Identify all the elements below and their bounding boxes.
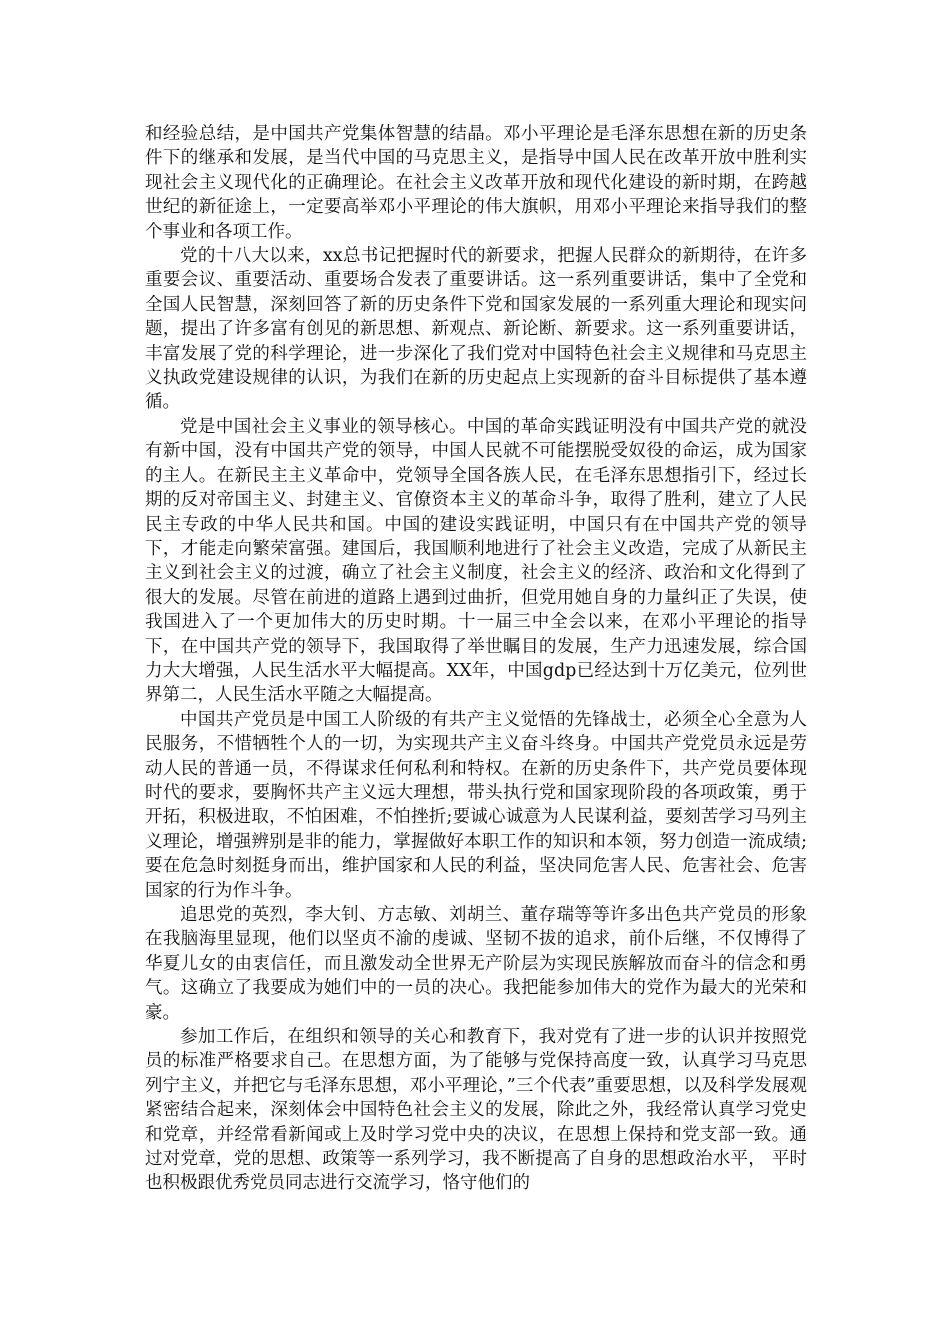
paragraph-1: 和经验总结，是中国共产党集体智慧的结晶。邓小平理论是毛泽东思想在新的历史条件下的继承和发展，是当代中国的马克思主义，是指导中国人民在改革开放中胜利实现社会主义现代化的正确理论。在社会主义改革开放和现代化建设的新时期，在跨越世纪的新征途上，一定要高举邓小平理论的伟大旗帜，用邓小平理论来指导我们的整个事业和各项工作。	[145, 124, 807, 242]
paragraph-4: 中国共产党员是中国工人阶级的有共产主义觉悟的先锋战士，必须全心全意为人民服务，不惜牺牲个人的一切，为实现共产主义奋斗终身。中国共产党党员永远是劳动人民的普通一员，不得谋求任何私利和特权。在新的历史条件下，共产党员要体现时代的要求，要胸怀共产主义远大理想，带头执行党和国家现阶段的各项政策，勇于开拓，积极进取，不怕困难，不怕挫折;要诚心诚意为人民谋利益，要刻苦学习马列主义理论，增强辨别是非的能力，掌握做好本职工作的知识和本领，努力创造一流成绩;要在危急时刻挺身而出，维护国家和人民的利益，坚决同危害人民、危害社会、危害国家的行为作斗争。	[145, 709, 807, 901]
paragraph-2: 党的十八大以来，xx总书记把握时代的新要求，把握人民群众的新期待，在许多重要会议、重要活动、重要场合发表了重要讲话。这一系列重要讲话，集中了全党和全国人民智慧，深刻回答了新的历史条件下党和国家发展的一系列重大理论和现实问题，提出了许多富有创见的新思想、新观点、新论断、新要求。这一系列重要讲话，丰富发展了党的科学理论，进一步深化了我们党对中国特色社会主义规律和马克思主义执政党建设规律的认识，为我们在新的历史起点上实现新的奋斗目标提供了基本遵循。	[145, 246, 807, 413]
paragraph-5: 追思党的英烈，李大钊、方志敏、刘胡兰、董存瑞等等许多出色共产党员的形象在我脑海里显现，他们以坚贞不渝的虔诚、坚韧不拔的追求，前仆后继，不仅博得了华夏儿女的由衷信任，而且激发动全世界无产阶层为实现民族解放而奋斗的信念和勇气。这确立了我要成为她们中的一员的决心。我把能参加伟大的党作为最大的光荣和豪。	[145, 905, 807, 1023]
document-page	[145, 122, 807, 1196]
paragraph-6: 参加工作后，在组织和领导的关心和教育下，我对党有了进一步的认识并按照党员的标准严格要求自己。在思想方面，为了能够与党保持高度一致，认真学习马克思列宁主义，并把它与毛泽东思想，邓小平理论，”三个代表”重要思想，以及科学发展观紧密结合起来，深刻体会中国特色社会主义的发展，除此之外，我经常认真学习党史和党章，并经常看新闻或上及时学习党中央的决议，在思想上保持和党支部一致。通过对党章，党的思想、政策等一系列学习，我不断提高了自身的思想政治水平， 平时也积极跟优秀党员同志进行交流学习，恪守他们的	[145, 1027, 807, 1194]
paragraph-3: 党是中国社会主义事业的领导核心。中国的革命实践证明没有中国共产党的就没有新中国，没有中国共产党的领导，中国人民就不可能摆脱受奴役的命运，成为国家的主人。在新民主主义革命中，党领导全国各族人民，在毛泽东思想指引下，经过长期的反对帝国主义、封建主义、官僚资本主义的革命斗争，取得了胜利，建立了人民民主专政的中华人民共和国。中国的建设实践证明，中国只有在中国共产党的领导下，才能走向繁荣富强。建国后，我国顺利地进行了社会主义改造，完成了从新民主主义到社会主义的过渡，确立了社会主义制度，社会主义的经济、政治和文化得到了很大的发展。尽管在前进的道路上遇到过曲折，但党用她自身的力量纠正了失误，使我国进入了一个更加伟大的历史时期。十一届三中全会以来，在邓小平理论的指导下，在中国共产党的领导下，我国取得了举世瞩目的发展，生产力迅速发展，综合国力大大增强，人民生活水平大幅提高。XX年，中国gdp已经达到十万亿美元，位列世界第二，人民生活水平随之大幅提高。	[145, 416, 807, 706]
